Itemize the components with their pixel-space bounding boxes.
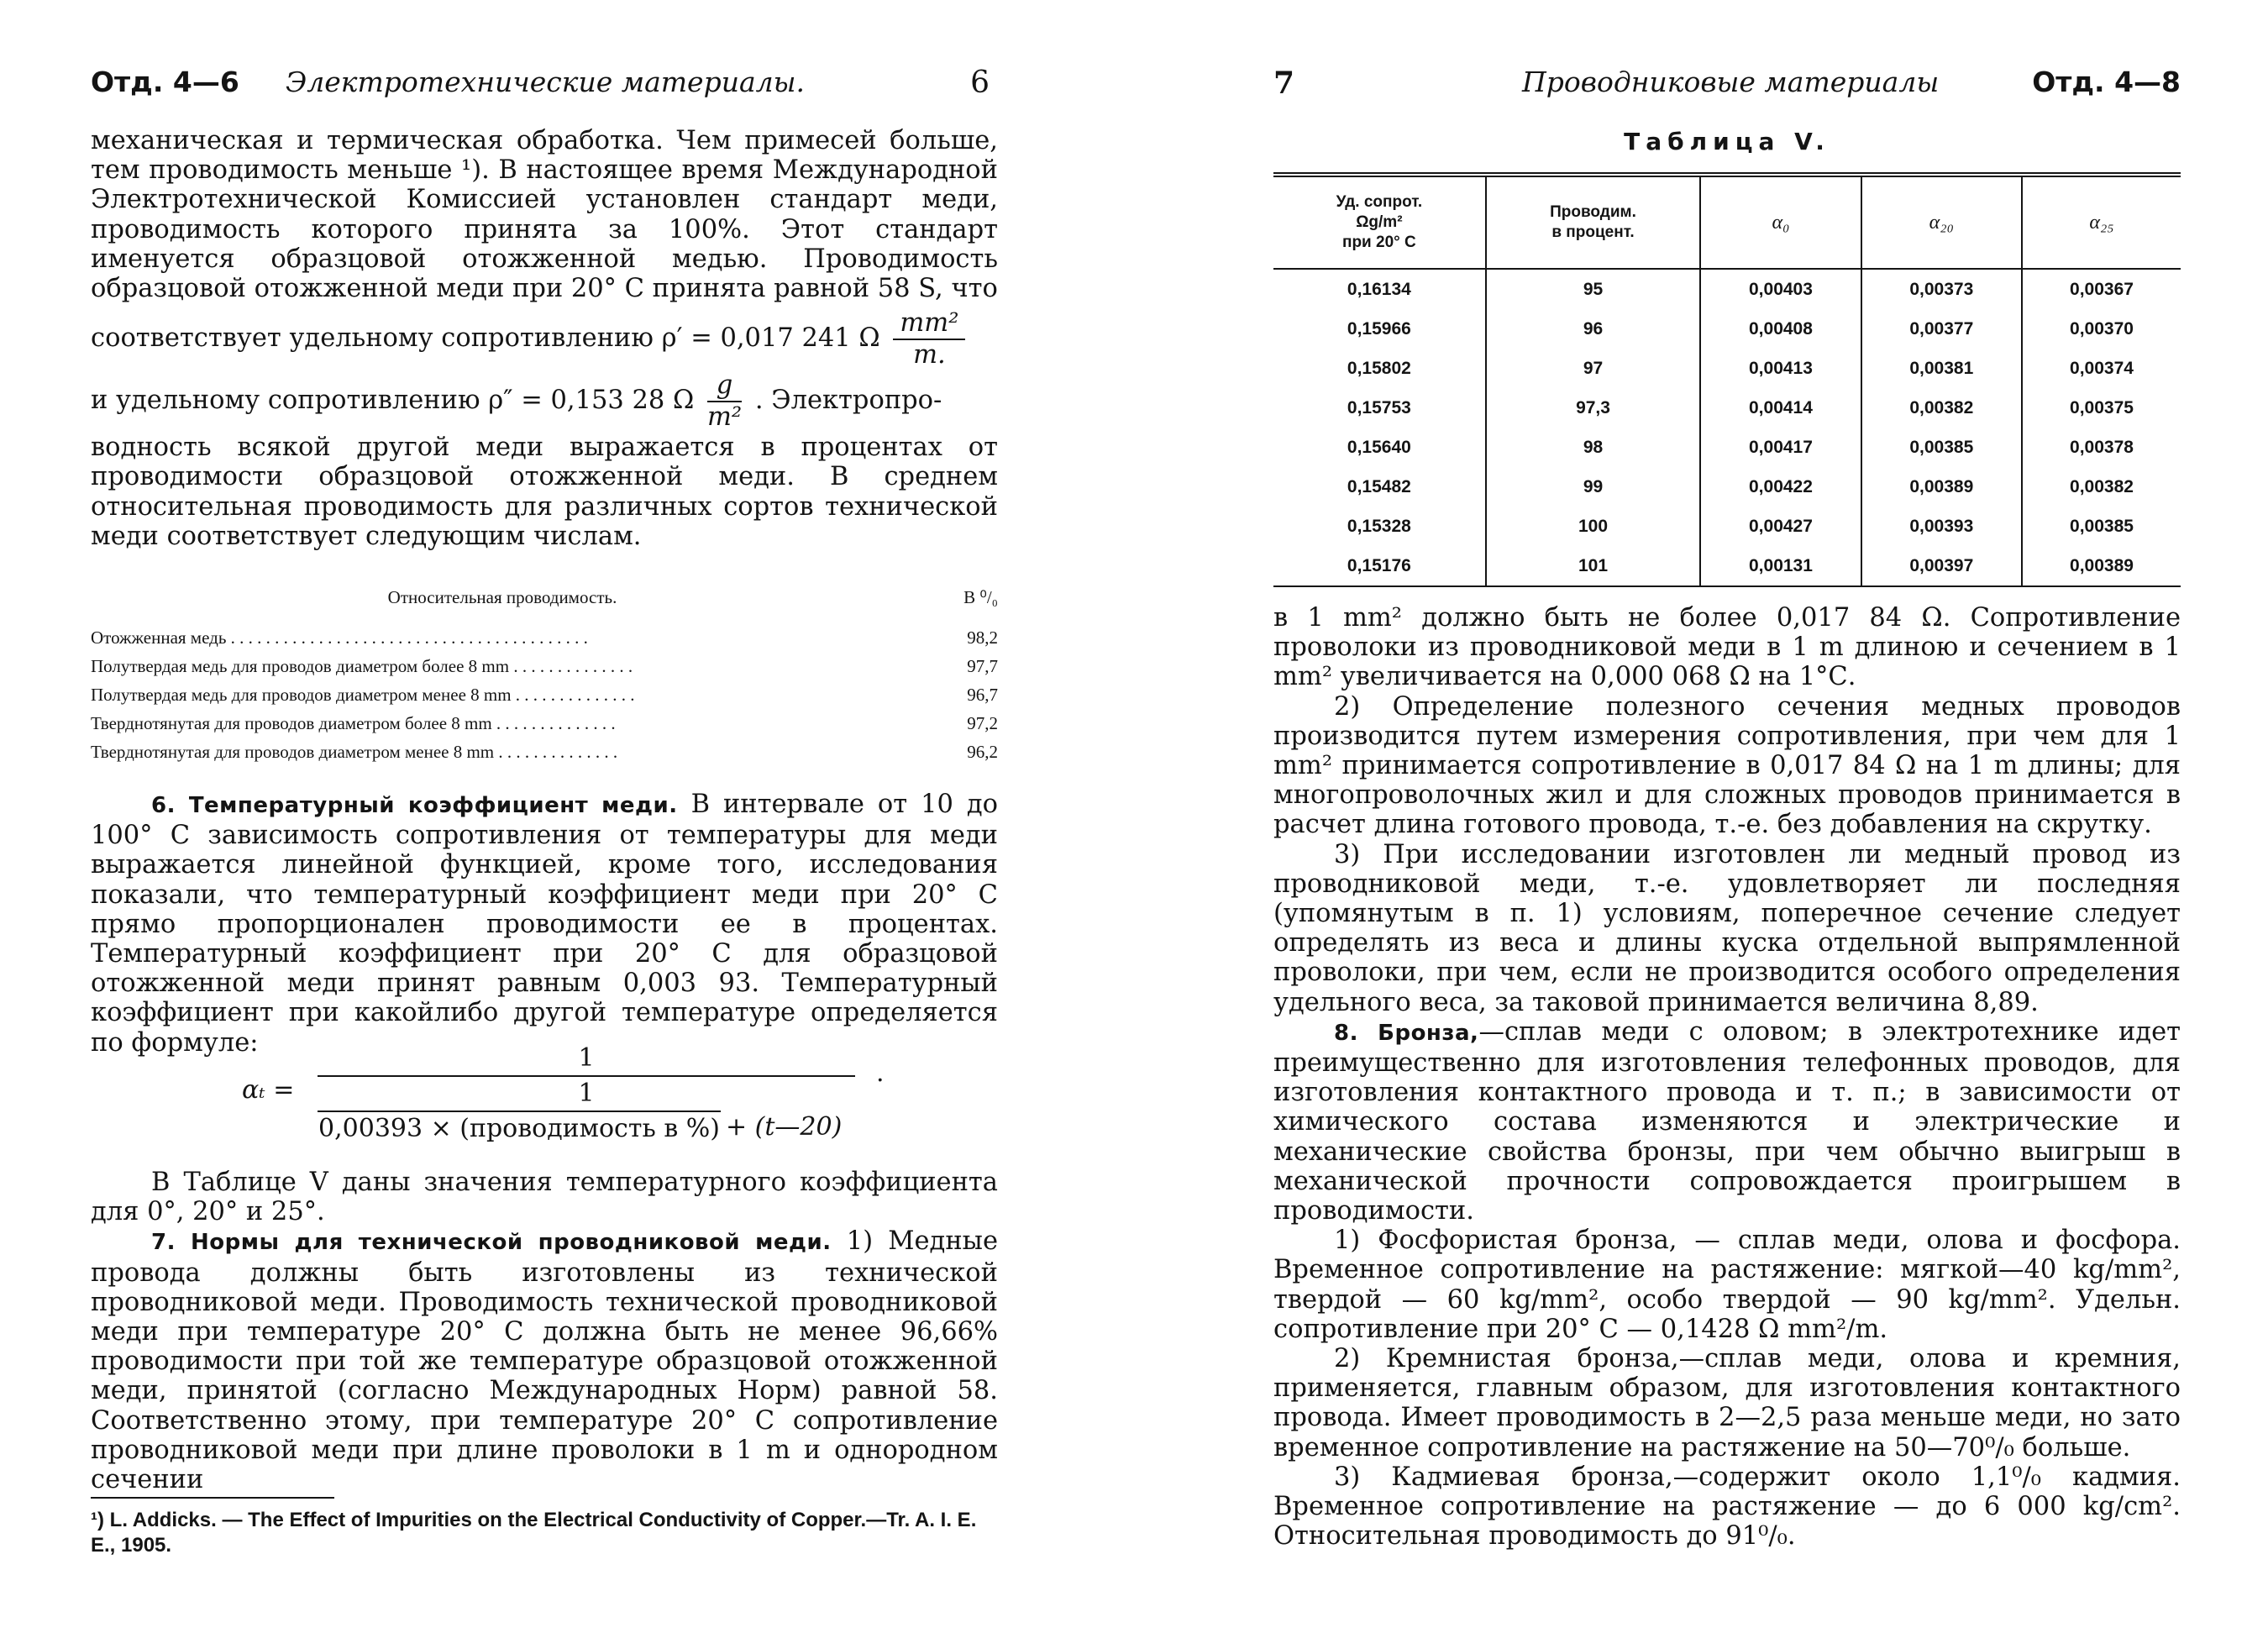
table-column-header [1486,175,1701,269]
paragraph-verification: 3) При исследовании изготовлен ли медный провод из проводниковой меди, т.-е. удовлетворяет ли последняя (упомянутым в п. 1) условиям, поперечное сечение следует определять из веса и длины куска отдельной выпрямленной проволоки, при чем, если не производится особого определения удельного веса, за таковой принимается величина 8,89. [1273,839,2181,1017]
conductivity-list [91,583,998,766]
table-cell: 0,00377 [1861,309,2022,349]
table-cell: 0,00403 [1700,269,1861,309]
table-row [1273,269,2181,309]
table-cell: 0,00414 [1700,388,1861,428]
list-rows [91,623,998,766]
section-label: Отд. 4—6 [91,66,239,98]
left-page [91,0,998,1633]
column-header-line: α₂₀ [1929,212,1954,234]
table-cell: 0,15753 [1347,397,1411,417]
table-cell: 0,00413 [1700,349,1861,388]
section-6-text: В интервале от 10 до 100° С зависимость сопротивления от температуры для меди выражается линейной функцией, кроме того, исследования показали, что температурный коэффициент меди при 20° С прямо пропорционален проводимости ее в процентах. Температурный коэффициент при 20° С для образцовой отожженной меди принят равным 0,003 93. Температурный коэффициент при какойлибо другой температуре определяется по формуле: [91,790,999,1058]
paragraph-silicon-bronze: 2) Кремнистая бронза,—сплав меди, олова и кремния, применяется, главным образом, для изготовления контактного провода. Имеет проводимость в 2—2,5 раза меньше меди, но зато временное сопротивление на растяжение на 50—70⁰/₀ больше. [1273,1344,2181,1462]
table-cell: 0,00393 [1861,507,2022,546]
list-item-value: 98,2 [967,627,998,648]
formula-inner-row [318,1111,973,1143]
table-cell: 0,15176 [1273,546,1486,586]
fraction-numerator: mm² [893,308,965,340]
table-cell: 0,00382 [1861,388,2022,428]
list-header [91,583,998,612]
right-page [1273,0,2181,1633]
table-cell: 0,00131 [1700,546,1861,586]
table-cell: 0,00370 [2022,309,2181,349]
formula-mass-fraction [707,370,742,433]
running-header [1273,66,2181,109]
table-cell: 100 [1486,507,1701,546]
table-row [1273,546,2181,586]
list-header-unit: В ⁰/₀ [963,587,998,607]
table-v [1273,172,2181,587]
table-cell: 0,16134 [1347,279,1411,299]
formula-main-fraction [318,1042,973,1143]
column-header-line: Уд. сопрот. [1336,193,1423,211]
table-cell: 0,15966 [1347,318,1411,339]
list-item [91,738,998,766]
table-cell: 0,00389 [2022,546,2181,586]
table-column-header [1700,175,1861,269]
list-item [91,652,998,680]
table-row [1273,349,2181,388]
list-item-value: 97,7 [967,656,998,676]
list-item [91,680,998,709]
formula-resistivity-fraction [893,308,965,370]
formula-inner-numerator: 1 [578,1079,595,1108]
table-cell: 0,00375 [2022,388,2181,428]
formula-main-numerator: 1 [578,1043,595,1073]
fraction-denominator: m² [706,402,743,433]
list-item-name: Тверднотянутая для проводов диаметром менее 8 mm . . . . . . . . . . . . . . [91,742,618,762]
formula-mass-text: и удельному сопротивлению ρ″ = 0,153 28 Ω [91,386,695,416]
paragraph-useful-section: 2) Определение полезного сечения медных проводов производится путем измерения сопротивления, при чем для 1 mm² принимается сопротивление в 0,017 84 Ω на 1 m длины; для многопроволочных жил и для сложных проводов принимается в расчет длина готового провода, т.-е. без добавления на скрутку. [1273,691,2181,840]
table-cell: 99 [1486,467,1701,507]
table-cell: 0,00417 [1700,428,1861,467]
section-6-paragraph [91,790,998,1058]
intro-block [91,126,998,551]
table-header-row [1273,175,2181,269]
column-header-line: α₂₅ [2089,212,2114,234]
table-cell: 97,3 [1486,388,1701,428]
formula-inner-fraction [318,1077,855,1111]
section-label: Отд. 4—8 [2032,66,2181,98]
table-reference-paragraph: В Таблице V даны значения температурного коэффициента для 0°, 20° и 25°. [91,1168,998,1227]
formula-resistivity [91,308,998,370]
table-cell: 0,00381 [1861,349,2022,388]
table-cell: 0,15482 [1347,476,1411,496]
table-row [1273,507,2181,546]
formula-tail: + (t—20) [726,1112,843,1142]
list-item-name: Полутвердая медь для проводов диаметром более 8 mm . . . . . . . . . . . . . . [91,656,633,676]
table-column-header [1273,175,1486,269]
fraction-numerator: g [707,370,742,402]
conductivity-paragraph: водность всякой другой меди выражается в процентах от проводимости образцовой отожженной меди. В среднем относительная проводимость для различных сортов технической меди соответствует следующим числам. [91,433,998,551]
section-6 [91,790,998,1058]
section-8-text: —сплав меди с оловом; в электротехнике идет преимущественно для изготовления телефонных проводов, для изготовления контактного провода и т. п.; в зависимости от химического состава изменяются и электрические и механические свойства бронзы, при чем обычно выигрыш в механической прочности сопровождается проигрышем в проводимости. [1273,1016,2181,1226]
page-number: 6 [970,66,990,100]
formula-mass-tail: . Электропро- [754,386,942,416]
list-item [91,623,998,652]
list-item-name: Полутвердая медь для проводов диаметром менее 8 mm . . . . . . . . . . . . . . [91,685,635,705]
formula-resistivity-text: соответствует удельному сопротивлению ρ′ = 0,017 241 Ω [91,323,880,354]
table-cell: 0,15328 [1347,516,1411,536]
formula-mass-resistivity [91,370,998,433]
table-row [1273,309,2181,349]
running-header [91,66,998,109]
formula-lhs: αₜ = [242,1075,295,1105]
table-cell: 0,00422 [1700,467,1861,507]
formula-inner-denominator: 0,00393 × (проводимость в %) [318,1111,721,1143]
right-text-block [1273,603,2181,1552]
intro-paragraph: механическая и термическая обработка. Чем примесей больше, тем проводимость меньше ¹). В настоящее время Международной Электротехнической Комиссией установлен стандарт меди, проводимость которого принята за 100%. Этот стандарт именуется образцовой отожженной медью. Проводимость образцовой отожженной меди при 20° С принята равной 58 S, что [91,126,998,304]
table-cell: 0,15802 [1347,358,1411,378]
table-cell: 0,15640 [1347,437,1411,457]
table-cell: 98 [1486,428,1701,467]
table-cell: 0,00378 [2022,428,2181,467]
table-row [1273,428,2181,467]
column-header-line: α₀ [1772,212,1790,234]
table-cell: 0,00382 [2022,467,2181,507]
formula-temp-coefficient [91,1042,998,1151]
list-item-name: Отожженная медь . . . . . . . . . . . . . . . . . . . . . . . . . . . . . . . . . . . . . . . . . [91,627,588,648]
table-cell: 0,00385 [2022,507,2181,546]
footnote: ¹) L. Addicks. — The Effect of Impurities on the Electrical Conductivity of Copper.—Tr. A. I. E. E., 1905. [91,1509,977,1557]
table-row [1273,467,2181,507]
table-cell: 97 [1486,349,1701,388]
section-7-text: 1) Медные провода должны быть изготовлены из технической проводниковой меди. Проводимость технической проводниковой меди при температуре 20° С должна быть не менее 96,66% проводимости при той же температуре образцовой отожженной меди, принятой (согласно Международных Норм) равной 58. Соответственно этому, при температуре 20° С сопротивление проводниковой меди при длине проволоки в 1 m и однородном сечении [91,1226,998,1495]
table-cell: 0,00373 [1861,269,2022,309]
table-cell: 101 [1486,546,1701,586]
paragraph-cadmium-bronze: 3) Кадмиевая бронза,—содержит около 1,1⁰/₀ кадмия. Временное сопротивление на растяжение — до 6 000 kg/cm². Относительная проводимость до 91⁰/₀. [1273,1462,2181,1552]
table-row [1273,388,2181,428]
table-column-header [1861,175,2022,269]
section-7-title: 7. Нормы для технической проводниковой меди. [151,1230,832,1256]
column-header-line: при 20° С [1341,234,1416,251]
section-8-paragraph [1273,1017,2181,1226]
fraction-denominator: m. [913,340,946,370]
running-title: Проводниковые материалы [1522,66,1940,98]
list-item-value: 97,2 [967,713,998,733]
paragraph-norms-continued: в 1 mm² должно быть не более 0,017 84 Ω. Сопротивление проволоки из проводниковой меди в 1 m длиною и сечением в 1 mm² увеличивается на 0,000 068 Ω на 1°С. [1273,603,2181,692]
list-item-name: Тверднотянутая для проводов диаметром более 8 mm . . . . . . . . . . . . . . [91,713,616,733]
table-title: Таблица V. [1624,128,1830,155]
page-number: 7 [1273,66,1295,101]
section-6-title: 6. Температурный коэффициент меди. [151,793,678,818]
running-title: Электротехнические материалы. [286,66,806,98]
table-column-header [2022,175,2181,269]
table-reference-block [91,1168,998,1494]
table-body [1273,269,2181,586]
table-cell: 0,00408 [1700,309,1861,349]
list-item-value: 96,7 [967,685,998,705]
table-cell: 0,00385 [1861,428,2022,467]
column-header-line: Проводим. [1550,203,1636,221]
table-cell: 96 [1486,309,1701,349]
table-cell: 95 [1486,269,1701,309]
table-cell: 0,00389 [1861,467,2022,507]
table-cell: 0,00397 [1861,546,2022,586]
list-item-value: 96,2 [967,742,998,762]
footnote-rule [91,1497,334,1499]
table-cell: 0,00367 [2022,269,2181,309]
list-header-name: Относительная проводимость. [387,587,617,607]
table-cell: 0,00427 [1700,507,1861,546]
paragraph-phosphor-bronze: 1) Фосфористая бронза, — сплав меди, олова и фосфора. Временное сопротивление на растяжение: мягкой—40 kg/mm², твердой — 60 kg/mm², особо твердой — 90 kg/mm². Удельн. сопротивление при 20° С — 0,1428 Ω mm²/m. [1273,1226,2181,1344]
column-header-line: в процент. [1551,223,1635,241]
formula-end-period: . [876,1058,885,1088]
section-8-title: 8. Бронза, [1334,1020,1479,1046]
table-cell: 0,00374 [2022,349,2181,388]
section-7-paragraph [91,1226,998,1494]
list-item [91,709,998,738]
column-header-line: Ωg/m² [1356,213,1403,231]
